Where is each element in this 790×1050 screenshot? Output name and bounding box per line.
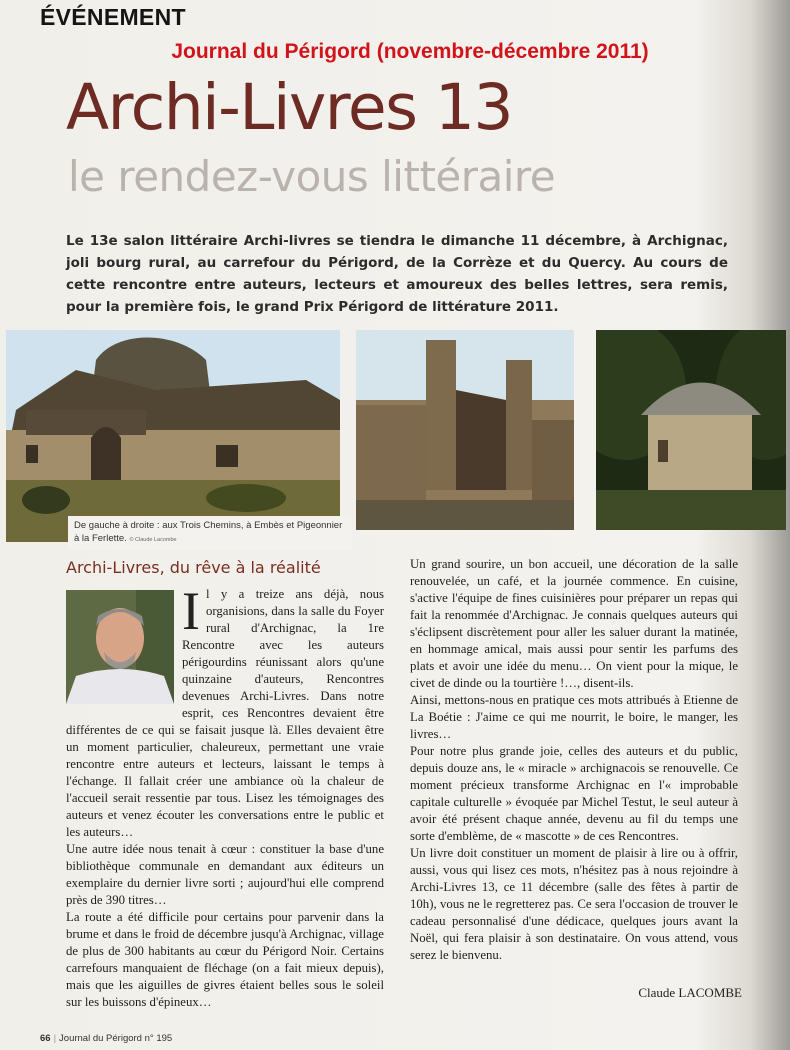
- source-line: Journal du Périgord (novembre-décembre 2011): [171, 40, 649, 63]
- caption-text: De gauche à droite : aux Trois Chemins, à Embès et Pigeonnier à la Ferlette.: [74, 520, 343, 544]
- article-subtitle: le rendez-vous littéraire: [68, 152, 556, 201]
- gate-photo: [356, 330, 574, 530]
- paragraph: La route a été difficile pour certains pour parvenir dans la brume et dans le froid de décembre jusqu'à Archignac, village de plus de 300 habitants au cœur du Périgord Noir. Certains carrefours manquaient de fléchage (on a fait mieux depuis), mais que les aiguilles de givres étaient belles sous le soleil sur les buissons d'épineux…: [66, 910, 384, 1009]
- paragraph: Pour notre plus grande joie, celles des auteurs et du public, depuis douze ans, le « miracle » archignacois se renouvelle. Ce moment précieux transforme Archignac en l'« improbable capitale culturelle » évoquée par Michel Testut, le seul auteur à avoir été présent chaque année, devenu au fil du temps une sorte d'emblème, de « mascotte » de ces Rencontres.: [410, 744, 738, 843]
- right-column: [410, 556, 738, 964]
- author-portrait: [66, 590, 174, 704]
- paragraph: Un grand sourire, un bon accueil, une décoration de la salle renouvelée, un café, et la journée commence. En cuisine, s'active l'équipe de fines cuisinières pour préparer un repas qui fait la renommée d'Archignac. Je connais quelques auteurs qui s'éclipsent discrètement pour aller les saluer durant la matinée, en hommage amical, mais aussi pour sentir les parfums des plats et avoir une idée du menu… On vient pour la mique, le civet de dinde ou la tourtière !…, disent-ils.: [410, 557, 738, 690]
- author-signature: Claude LACOMBE: [638, 985, 742, 1000]
- farmhouse-photo: [6, 330, 343, 544]
- article-title: Archi-Livres 13: [66, 71, 513, 144]
- article-intro: Le 13e salon littéraire Archi-livres se tiendra le dimanche 11 décembre, à Archignac, joli bourg rural, au carrefour du Périgord, de la Corrèze et du Quercy. Au cours de cette rencontre entre auteurs, lecteurs et amoureux des belles lettres, sera remis, pour la première fois, le grand Prix Périgord de littérature 2011.: [66, 233, 728, 315]
- paragraph: Un livre doit constituer un moment de plaisir à lire ou à offrir, aussi, vous qui lisez ces mots, n'hésitez pas à nous rejoindre à Archi-Livres 13, ce 11 décembre (salle des fêtes à partir de 10h), vous ne le regretterez pas. Ce sera l'occasion de trouver le cadeau personnalisé d'une dédicace, quelques jours avant la Noël, qui fera plaisir à son destinataire. On vous attend, vous serez le bienvenu.: [410, 846, 738, 962]
- page-number: 66: [40, 1033, 51, 1044]
- drop-cap: I: [182, 581, 200, 641]
- photo-caption: [68, 516, 352, 550]
- left-column: [66, 581, 384, 1011]
- section-label: ÉVÉNEMENT: [40, 4, 186, 30]
- paragraph: Ainsi, mettons-nous en pratique ces mots attribués à Etienne de La Boétie : J'aime ce qui me nourrit, le boire, le manger, les livres…: [410, 693, 738, 741]
- publication-name: Journal du Périgord n° 195: [59, 1033, 173, 1044]
- dovecote-photo: [596, 330, 786, 530]
- caption-credit: © Claude Lacombe: [129, 537, 177, 543]
- paragraph: l y a treize ans déjà, nous organisions, dans la salle du Foyer rural d'Archignac, la 1re Rencontre avec les auteurs périgourdins réunissant alors qu'une quinzaine d'auteurs, Rencontres devenues Archi-Livres. Dans notre esprit, ces Rencontres devaient être différentes de ce qui se faisait jusque là. Elles devaient être un moment particulier, chaleureux, permettant une vraie rencontre entre auteurs et lecteurs, laissant le temps à l'échange. Il fallait créer une ambiance où la chaleur de l'accueil serait ressentie par tous. Lisez les témoignages des auteurs et venez écouter les conversations entre le public et les auteurs…: [66, 587, 384, 839]
- page-footer: 66 | Journal du Périgord n° 195: [40, 1033, 173, 1044]
- paragraph: Une autre idée nous tenait à cœur : constituer la base d'une bibliothèque communale en demandant aux éditeurs un exemplaire du dernier livre sorti ; aujourd'hui elle comprend près de 390 titres…: [66, 842, 384, 907]
- section-heading: Archi-Livres, du rêve à la réalité: [66, 558, 321, 577]
